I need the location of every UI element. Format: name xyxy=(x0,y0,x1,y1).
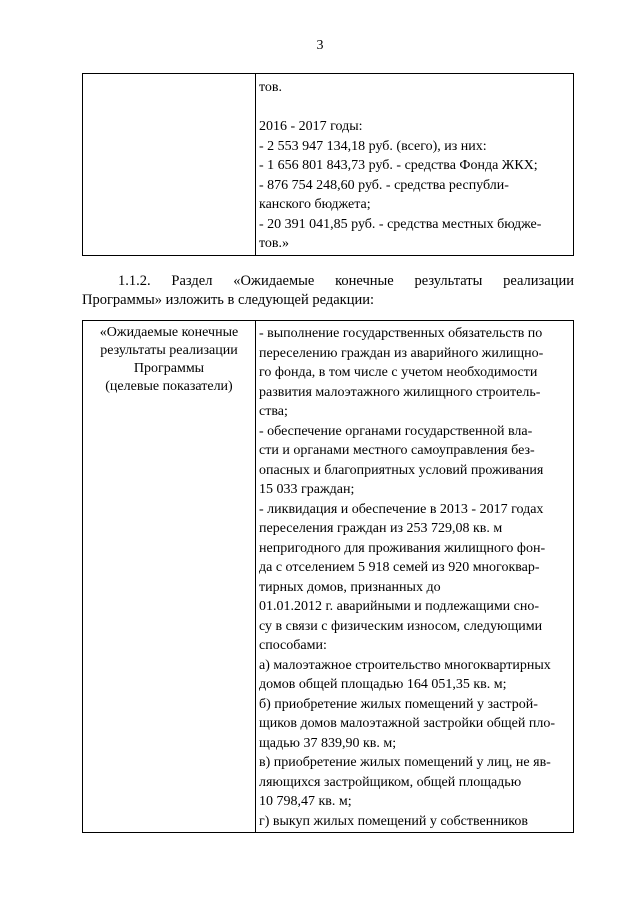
blank-line xyxy=(259,98,570,118)
section-title-line: Программы xyxy=(133,361,205,376)
text-line: 15 033 граждан; xyxy=(259,482,355,497)
text-line: - 876 754 248,60 руб. - средства республи- xyxy=(259,177,509,193)
text-line: тов.» xyxy=(259,236,290,251)
table-left-cell xyxy=(83,74,256,256)
text-line: в) приобретение жилых помещений у лиц, не яв- xyxy=(259,755,551,770)
text-line: - ликвидация и обеспечение в 2013 - 2017 годах xyxy=(259,501,544,517)
table-row xyxy=(83,74,574,256)
text-line: щадью 37 839,90 кв. м; xyxy=(259,735,397,751)
text-line: переселению граждан из аварийного жилищно- xyxy=(259,345,544,361)
text-line: тирных домов, признанных до xyxy=(259,579,441,595)
section-title-line: «Ожидаемые конечные xyxy=(99,325,239,340)
results-text-cell xyxy=(256,321,574,833)
text-line: развития малоэтажного жилищного строитель- xyxy=(259,384,541,400)
text-line: - обеспечение органами государственной вла- xyxy=(259,423,533,439)
expected-results-table xyxy=(82,320,574,833)
funding-table xyxy=(82,73,574,256)
text-line: непригодного для проживания жилищного фон- xyxy=(259,540,546,556)
text-line: сти и органами местного самоуправления без- xyxy=(259,443,535,458)
text-line: тов. xyxy=(259,80,283,95)
section-title-cell xyxy=(83,321,256,833)
page-number: 3 xyxy=(316,38,324,53)
text-line: б) приобретение жилых помещений у застрой- xyxy=(259,696,538,712)
section-title-line: (целевые показатели) xyxy=(105,379,233,394)
text-line: способами: xyxy=(259,638,327,653)
text-line: переселения граждан из 253 729,08 кв. м xyxy=(259,521,503,536)
text-line: 01.01.2012 г. аварийными и подлежащими сно- xyxy=(259,599,540,614)
text-line: - 1 656 801 843,73 руб. - средства Фонда ЖКХ; xyxy=(259,158,538,173)
funding-text-cell xyxy=(256,74,574,256)
text-line: су в связи с физическим износом, следующими xyxy=(259,618,543,634)
text-line: 2016 - 2017 годы: xyxy=(259,119,363,134)
text-line: - выполнение государственных обязательств по xyxy=(259,326,543,341)
amendment-paragraph xyxy=(82,272,574,310)
paragraph-line: 1.1.2. Раздел «Ожидаемые конечные результаты реализации xyxy=(118,273,574,289)
text-line: 10 798,47 кв. м; xyxy=(259,794,352,809)
section-title-line: результаты реализации xyxy=(100,343,238,358)
text-line: домов общей площадью 164 051,35 кв. м; xyxy=(259,677,507,692)
text-line: опасных и благоприятных условий проживания xyxy=(259,462,544,478)
text-line: го фонда, в том числе с учетом необходимости xyxy=(259,365,538,380)
text-line: щиков домов малоэтажной застройки общей пло- xyxy=(259,716,556,731)
paragraph-line: Программы» изложить в следующей редакции: xyxy=(82,292,375,308)
text-line: - 2 553 947 134,18 руб. (всего), из них: xyxy=(259,138,487,154)
text-line: г) выкуп жилых помещений у собственников xyxy=(259,813,528,829)
text-line: ства; xyxy=(259,404,288,419)
table-row xyxy=(83,321,574,833)
text-line: канского бюджета; xyxy=(259,197,371,212)
text-line: а) малоэтажное строительство многоквартирных xyxy=(259,657,551,673)
text-line: да с отселением 5 918 семей из 920 многоквар- xyxy=(259,560,540,575)
text-line: - 20 391 041,85 руб. - средства местных бюдже- xyxy=(259,216,542,232)
text-line: ляющихся застройщиком, общей площадью xyxy=(259,774,522,790)
